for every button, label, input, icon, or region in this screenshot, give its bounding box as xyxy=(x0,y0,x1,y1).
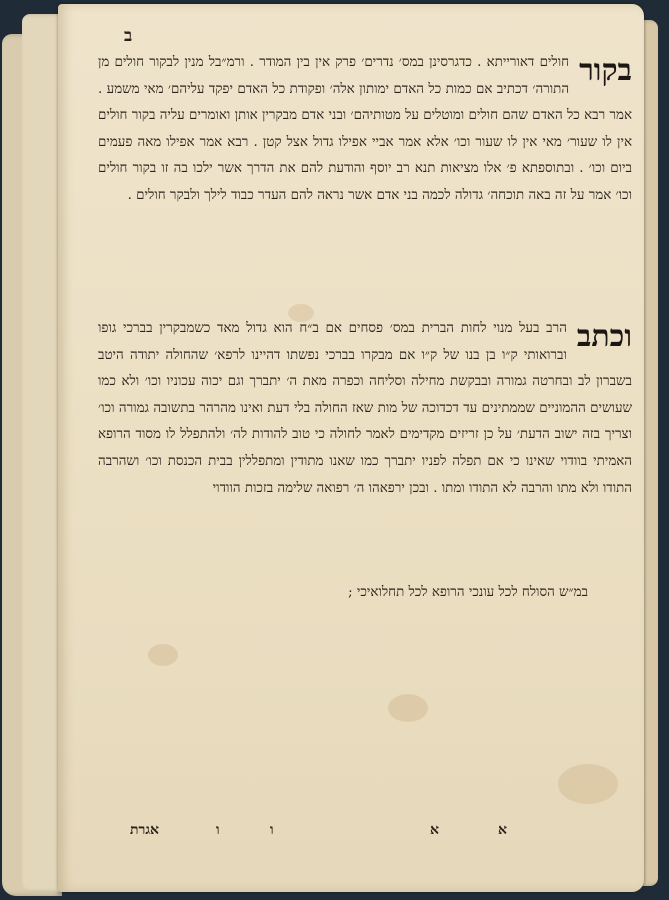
catchword: אגרת xyxy=(130,822,160,838)
closing-line: במ״ש הסולח לכל עונכי הרופא לכל תחלואיכי ; xyxy=(348,585,588,600)
page-number: ב xyxy=(124,26,133,46)
signature-mark: א xyxy=(430,822,439,838)
initial-word: בקור xyxy=(579,53,632,88)
paragraph-text: הרב בעל מנוי לחות הברית במס׳ פסחים אם ב״ח הוא גדול מאד כשמבקרין בברכי גופו וברואותי ק״ו בן בנו של ק״ו אם מבקרו בברכי נפשתו דהיינו לרפא׳ שהחולה יתודה היטב בשברון לב ובחרטה גמורה ובבקשת מחילה וסליחה וכפרה מאת ה׳ יתברך וגם יכוה עכוניו וכו׳ ולא כמו שעושים ההמוניים שממתינים עד דכדוכה של מות שאז החולה בלי דעת ואינו מהרהר בתשובה גמורה וכו׳ וצריך בזה ישוב הדעת׳ על כן זריזים מקדימים לאמר לחולה כי טוב להודות לה׳ ולהתפלל לו מסוד הרופא האמיתי בוודוי שאינו כי אם תפלה לפניו יתברך כמו שאנו מתודין ומתפללין בבית הכנסת וכו׳ ושהרבה התודו ולא מתו והרבה לא התודו ומתו . ובכן ירפאהו ה׳ רפואה שלימה בזכות הוודוי xyxy=(98,321,632,496)
paragraph-text: חולים דאורייתא . כדגרסינן במס׳ נדרים׳ פרק אין בין המודר . ורמ״בל מנין לבקור חולים מן התורה׳ דכתיב אם כמות כל האדם ימותון אלה׳ ופקודת כל האדם יפקד עליהם׳ מאי משמע . אמר רבא כל האדם שהם חולים ומוטלים על מטותיהם׳ ובני אדם מבקרין אותן ואומרים עליה בקור חולים אין לו שעור׳ מאי אין לו שעור וכו׳ אלא אמר אביי אפילו גדול אצל קטן . רבא אמר אפילו מאה פעמים ביום וכו׳ . ובתוספתא פ׳ אלו מציאות תנא רב יוסף והודעת להם את הדרך אשר ילכו בה זו בקור חולים וכו׳ אמר על זה באה תוכחה׳ גדולה לכמה בני אדם אשר נראה להם העדר כבוד לילך ולבקר חולים . xyxy=(98,55,632,203)
initial-word: וכתב xyxy=(576,319,632,354)
signature-mark: א xyxy=(498,822,507,838)
signature-mark: ו xyxy=(216,822,220,838)
book-page xyxy=(58,4,644,892)
paragraph-wrote xyxy=(98,316,632,502)
paragraph-visiting-sick xyxy=(98,50,632,210)
signature-mark: ו xyxy=(270,822,274,838)
